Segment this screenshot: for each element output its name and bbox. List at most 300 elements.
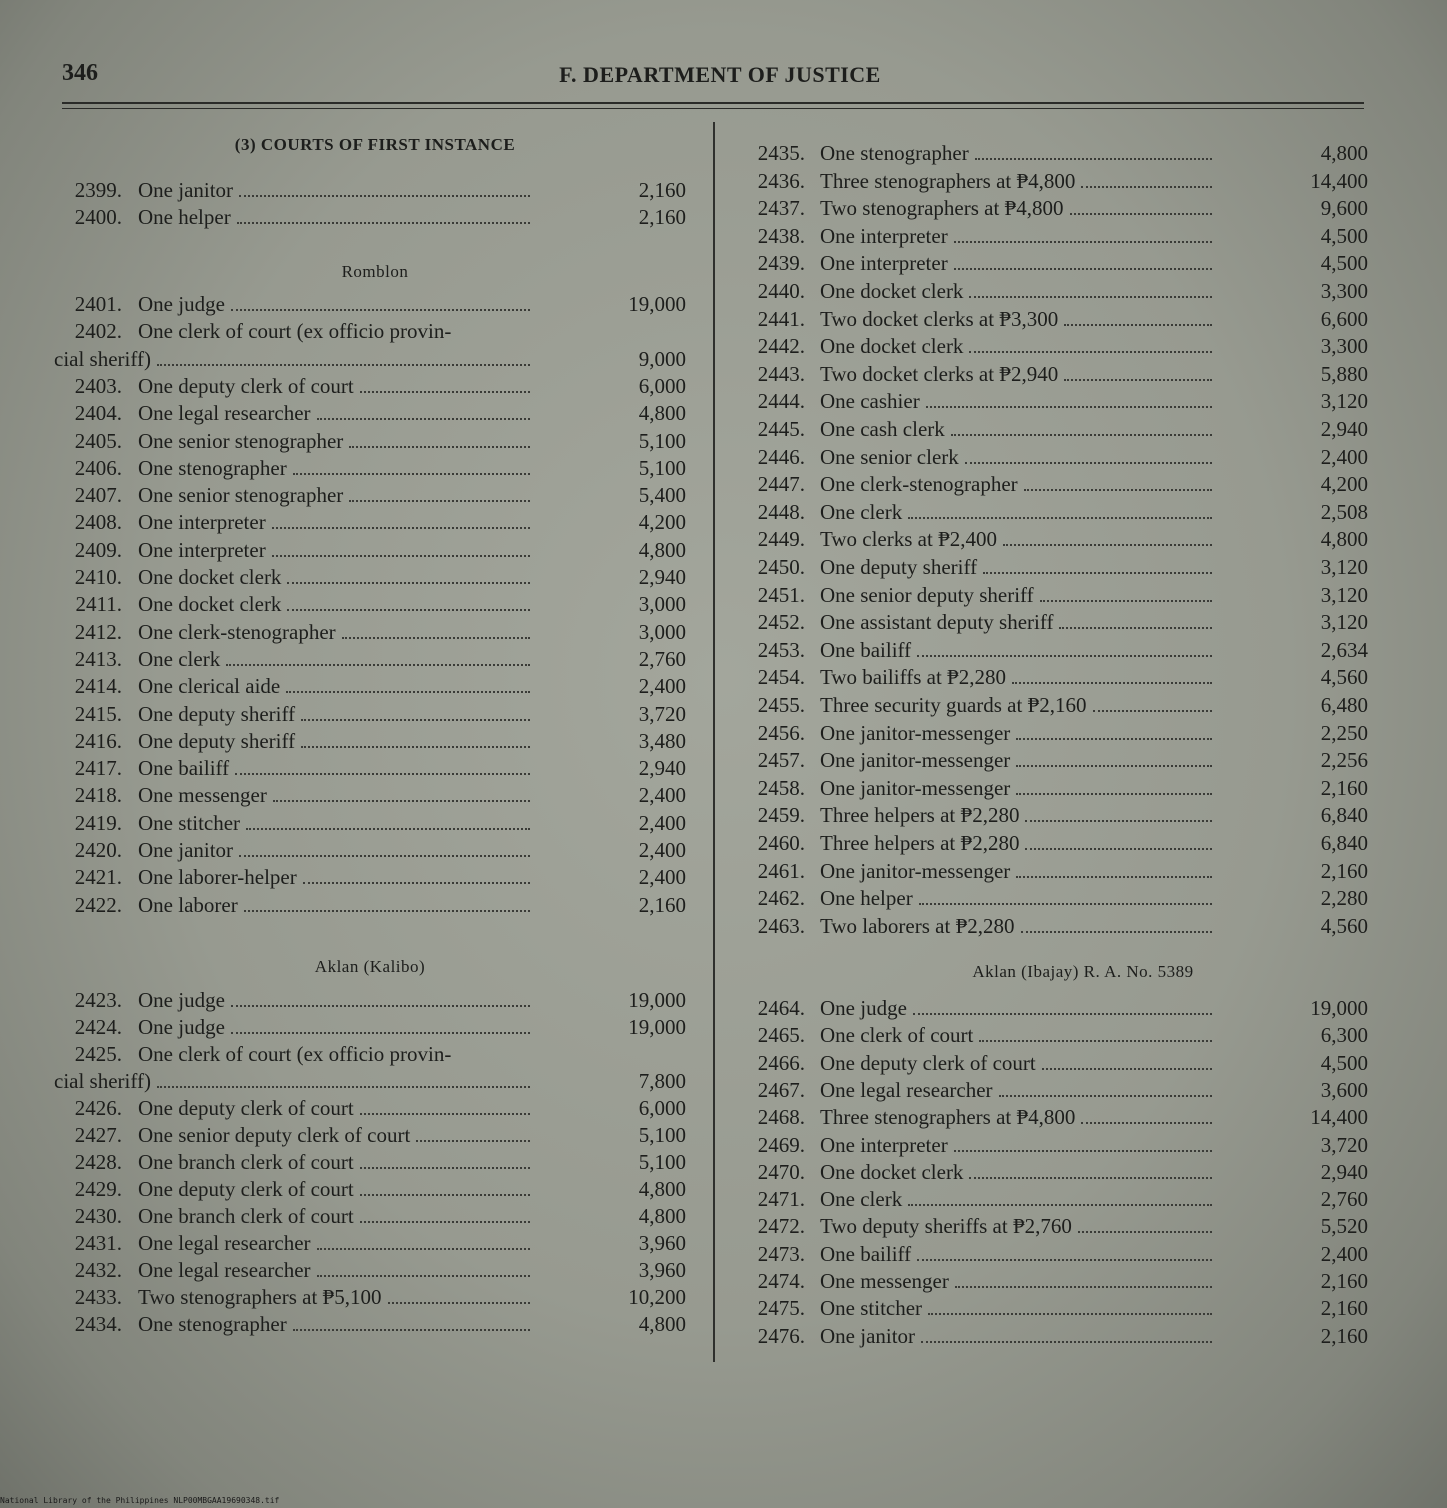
table-row xyxy=(0,646,734,673)
dot-leader xyxy=(1093,710,1212,712)
table-row xyxy=(0,1203,734,1230)
table-row xyxy=(0,591,734,618)
item-description xyxy=(820,637,1212,664)
item-description xyxy=(820,140,1212,167)
item-description-text: One interpreter xyxy=(820,223,948,248)
item-description-text: One stenographer xyxy=(138,455,287,480)
item-amount: 4,800 xyxy=(1320,141,1368,165)
item-number: 2462. xyxy=(757,886,805,911)
item-number: 2430. xyxy=(74,1204,122,1228)
item-number: 2469. xyxy=(757,1132,805,1157)
item-amount: 5,400 xyxy=(638,483,686,508)
item-description-text: Two bailiffs at ₱2,280 xyxy=(820,665,1006,690)
item-number: 2437. xyxy=(757,196,805,221)
dot-leader xyxy=(272,527,530,529)
item-description-text: One docket clerk xyxy=(820,334,964,359)
table-row xyxy=(713,471,1447,498)
table-row xyxy=(713,1077,1447,1104)
item-amount: 2,634 xyxy=(1320,637,1368,662)
item-number: 2441. xyxy=(757,306,805,331)
table-row xyxy=(713,664,1447,691)
item-number: 2464. xyxy=(757,996,805,1020)
item-description xyxy=(820,830,1212,857)
item-description-text: One bailiff xyxy=(138,756,230,781)
item-amount: 3,000 xyxy=(638,619,686,644)
dot-leader xyxy=(231,1032,530,1034)
item-number: 2432. xyxy=(74,1258,122,1282)
item-description-text: Two clerks at ₱2,400 xyxy=(820,527,998,552)
item-number: 2455. xyxy=(757,693,805,717)
item-description xyxy=(138,673,530,700)
item-amount: 3,120 xyxy=(1320,389,1368,414)
item-description xyxy=(820,1104,1212,1131)
item-number: 2463. xyxy=(757,913,805,938)
table-row xyxy=(713,1213,1447,1240)
item-amount: 14,400 xyxy=(1310,1105,1368,1130)
header-rule-bottom xyxy=(62,108,1364,109)
table-row xyxy=(0,701,734,728)
item-number: 2447. xyxy=(757,472,805,497)
item-description xyxy=(820,306,1212,333)
dot-leader xyxy=(416,1140,530,1142)
table-row xyxy=(713,1268,1447,1295)
table-row xyxy=(0,204,734,231)
item-number: 2408. xyxy=(74,510,122,535)
item-number: 2456. xyxy=(757,720,805,745)
table-row xyxy=(0,782,734,809)
dot-leader xyxy=(342,637,530,639)
item-description-text: One deputy clerk of court xyxy=(138,1096,354,1120)
table-row xyxy=(0,1149,734,1176)
item-description-text: One judge xyxy=(138,292,225,316)
item-number: 2454. xyxy=(757,665,805,690)
item-description xyxy=(820,499,1212,526)
item-description-text: One docket clerk xyxy=(138,592,282,617)
table-row xyxy=(0,400,734,427)
table-row xyxy=(713,306,1447,333)
dot-leader xyxy=(954,268,1212,270)
item-description xyxy=(138,509,530,536)
table-row xyxy=(713,775,1447,802)
item-description-text: Two docket clerks at ₱2,940 xyxy=(820,361,1059,386)
item-number: 2416. xyxy=(74,728,122,753)
table-row xyxy=(0,755,734,782)
item-description xyxy=(820,223,1212,250)
item-description-text: cial sheriff) xyxy=(54,346,151,371)
item-number: 2460. xyxy=(757,831,805,855)
dot-leader xyxy=(1021,931,1213,933)
item-description xyxy=(820,609,1212,636)
item-number: 2457. xyxy=(757,748,805,773)
item-description-text: One helper xyxy=(820,886,913,911)
table-row xyxy=(0,177,734,204)
item-number: 2422. xyxy=(74,892,122,917)
item-description-text: One interpreter xyxy=(138,510,266,535)
item-description xyxy=(820,554,1212,581)
item-description-text: One docket clerk xyxy=(820,279,964,303)
item-description xyxy=(820,1295,1212,1322)
item-amount: 3,300 xyxy=(1320,334,1368,359)
item-description-text: One branch clerk of court xyxy=(138,1204,354,1228)
dot-leader xyxy=(231,309,530,311)
item-description xyxy=(820,416,1212,443)
item-description-text: One judge xyxy=(820,996,907,1020)
item-amount: 10,200 xyxy=(628,1285,686,1309)
item-description-text: One clerk of court (ex officio provin- xyxy=(138,1042,452,1066)
item-number: 2414. xyxy=(74,674,122,699)
table-row xyxy=(713,913,1447,940)
dot-leader xyxy=(955,1286,1212,1288)
item-description xyxy=(138,591,530,618)
item-number: 2459. xyxy=(757,803,805,828)
item-description xyxy=(138,537,530,564)
item-amount: 2,250 xyxy=(1320,720,1368,745)
item-amount: 6,840 xyxy=(1320,831,1368,855)
item-description xyxy=(820,388,1212,415)
item-description xyxy=(820,720,1212,747)
item-number: 2428. xyxy=(74,1150,122,1174)
item-number: 2452. xyxy=(757,610,805,635)
item-description-text: One interpreter xyxy=(820,251,948,276)
dot-leader xyxy=(1059,627,1212,629)
dot-leader xyxy=(360,1221,530,1223)
table-row xyxy=(713,526,1447,553)
item-description-text: One clerk xyxy=(138,646,221,671)
item-description-text: One senior deputy clerk of court xyxy=(138,1123,411,1147)
dot-leader xyxy=(917,1259,1212,1261)
dot-leader xyxy=(317,418,530,420)
dot-leader xyxy=(1003,544,1212,546)
item-description xyxy=(138,701,530,728)
item-description xyxy=(138,400,530,427)
item-description-text: Three stenographers at ₱4,800 xyxy=(820,1105,1076,1130)
item-description-text: Two laborers at ₱2,280 xyxy=(820,913,1015,938)
item-description-text: One legal researcher xyxy=(138,1258,311,1282)
item-description xyxy=(138,1230,530,1257)
item-amount: 2,280 xyxy=(1320,886,1368,911)
item-number: 2406. xyxy=(74,455,122,480)
item-description-text: Two docket clerks at ₱3,300 xyxy=(820,306,1059,331)
item-number: 2434. xyxy=(74,1312,122,1336)
item-amount: 6,840 xyxy=(1320,803,1368,828)
table-row xyxy=(713,388,1447,415)
item-description xyxy=(138,1041,530,1068)
item-amount: 3,720 xyxy=(1320,1132,1368,1157)
table-row xyxy=(713,1186,1447,1213)
dot-leader xyxy=(301,746,530,748)
dot-leader xyxy=(293,1329,530,1331)
item-number: 2402. xyxy=(74,319,122,344)
item-description xyxy=(138,482,530,509)
item-description-text: One docket clerk xyxy=(138,565,282,589)
table-row xyxy=(713,609,1447,636)
item-description-text: One deputy sheriff xyxy=(138,701,296,726)
item-number: 2424. xyxy=(74,1015,122,1039)
page-title: F. DEPARTMENT OF JUSTICE xyxy=(559,62,881,87)
table-row xyxy=(713,195,1447,222)
item-description xyxy=(138,204,530,231)
dot-leader xyxy=(908,1204,1212,1206)
item-number: 2411. xyxy=(75,592,122,617)
dot-leader xyxy=(1078,1231,1212,1233)
dot-leader xyxy=(965,462,1212,464)
item-amount: 19,000 xyxy=(628,292,686,316)
item-number: 2407. xyxy=(74,483,122,508)
item-description xyxy=(138,1014,530,1041)
item-description xyxy=(820,1050,1212,1077)
item-number: 2417. xyxy=(74,756,122,781)
table-row xyxy=(713,582,1447,609)
table-row xyxy=(0,1230,734,1257)
item-description xyxy=(820,582,1212,609)
dot-leader xyxy=(317,1248,530,1250)
table-row xyxy=(0,455,734,482)
item-description xyxy=(820,1213,1212,1240)
item-amount: 4,560 xyxy=(1320,913,1368,938)
dot-leader xyxy=(979,1040,1212,1042)
item-description xyxy=(138,892,530,919)
table-row xyxy=(0,1095,734,1122)
item-description-text: One stitcher xyxy=(820,1296,923,1321)
item-description xyxy=(820,692,1212,719)
dot-leader xyxy=(1064,324,1212,326)
dot-leader xyxy=(928,1313,1212,1315)
table-row xyxy=(713,692,1447,719)
item-amount: 6,000 xyxy=(638,1096,686,1120)
item-description xyxy=(820,995,1212,1022)
item-number: 2470. xyxy=(757,1159,805,1184)
item-description xyxy=(138,177,530,204)
item-amount: 2,760 xyxy=(638,646,686,671)
item-number: 2438. xyxy=(757,223,805,248)
item-description-text: One janitor-messenger xyxy=(820,720,1011,745)
item-description xyxy=(138,1203,530,1230)
table-row xyxy=(713,1050,1447,1077)
item-description xyxy=(820,802,1212,829)
table-row xyxy=(0,1014,734,1041)
item-amount: 2,400 xyxy=(638,838,686,862)
item-amount: 2,256 xyxy=(1320,748,1368,773)
item-amount: 2,160 xyxy=(1320,1296,1368,1321)
item-description-text: Three security guards at ₱2,160 xyxy=(820,693,1087,717)
item-amount: 9,600 xyxy=(1320,196,1368,221)
item-amount: 6,000 xyxy=(638,373,686,398)
item-amount: 2,160 xyxy=(638,205,686,230)
item-description-text: One janitor-messenger xyxy=(820,775,1011,800)
item-number: 2473. xyxy=(757,1241,805,1266)
dot-leader xyxy=(921,1341,1212,1343)
item-description xyxy=(138,810,530,837)
item-amount: 3,120 xyxy=(1320,610,1368,635)
dot-leader xyxy=(287,582,530,584)
dot-leader xyxy=(239,195,530,197)
item-description-text: One laborer-helper xyxy=(138,865,297,890)
item-description xyxy=(820,333,1212,360)
item-description xyxy=(820,471,1212,498)
item-number: 2426. xyxy=(74,1096,122,1120)
item-description-text: One clerical aide xyxy=(138,674,281,699)
item-number: 2403. xyxy=(74,373,122,398)
item-number: 2431. xyxy=(74,1231,122,1255)
item-number: 2475. xyxy=(757,1296,805,1321)
item-number: 2399. xyxy=(74,178,122,202)
dot-leader xyxy=(349,446,530,448)
item-amount: 2,160 xyxy=(1320,858,1368,883)
table-row xyxy=(713,1241,1447,1268)
item-number: 2415. xyxy=(74,701,122,726)
table-row xyxy=(0,673,734,700)
dot-leader xyxy=(1016,793,1212,795)
dot-leader xyxy=(1012,682,1212,684)
item-amount: 4,500 xyxy=(1320,223,1368,248)
item-amount: 3,480 xyxy=(638,728,686,753)
item-description-text: One deputy sheriff xyxy=(138,728,296,753)
item-number: 2446. xyxy=(757,444,805,469)
table-row xyxy=(713,278,1447,305)
item-number: 2427. xyxy=(74,1123,122,1147)
item-description-text: Three helpers at ₱2,280 xyxy=(820,803,1020,828)
table-row xyxy=(0,428,734,455)
item-description xyxy=(138,987,530,1014)
item-description xyxy=(138,318,530,345)
item-number: 2404. xyxy=(74,401,122,426)
item-description xyxy=(138,373,530,400)
item-description-text: One helper xyxy=(138,205,231,230)
table-row xyxy=(713,830,1447,857)
item-description xyxy=(820,195,1212,222)
item-description xyxy=(820,885,1212,912)
table-row xyxy=(0,1176,734,1203)
dot-leader xyxy=(239,855,530,857)
dot-leader xyxy=(1025,820,1212,822)
item-description-text: One clerk of court xyxy=(820,1023,974,1048)
table-row xyxy=(713,1159,1447,1186)
item-amount: 4,800 xyxy=(638,1177,686,1201)
table-row xyxy=(713,1295,1447,1322)
item-number: 2451. xyxy=(757,582,805,607)
item-description-text: One deputy sheriff xyxy=(820,555,978,579)
item-number: 2436. xyxy=(757,168,805,193)
item-amount: 2,400 xyxy=(638,783,686,808)
item-number: 2433. xyxy=(74,1285,122,1309)
item-description-text: Three stenographers at ₱4,800 xyxy=(820,168,1076,193)
table-row xyxy=(713,747,1447,774)
dot-leader xyxy=(999,1095,1212,1097)
item-number: 2468. xyxy=(757,1105,805,1130)
table-row xyxy=(0,1311,734,1338)
item-description-text: Two stenographers at ₱5,100 xyxy=(138,1285,382,1309)
dot-leader xyxy=(388,1302,531,1304)
item-description-text: One senior stenographer xyxy=(138,428,344,453)
item-description-text: One senior stenographer xyxy=(138,483,344,508)
item-amount: 2,940 xyxy=(638,565,686,589)
table-row xyxy=(0,1041,734,1068)
table-row xyxy=(713,168,1447,195)
item-number: 2445. xyxy=(757,417,805,441)
dot-leader xyxy=(157,1086,530,1088)
table-row xyxy=(0,537,734,564)
dot-leader xyxy=(244,910,530,912)
item-amount: 3,120 xyxy=(1320,582,1368,607)
dot-leader xyxy=(1040,600,1212,602)
item-amount: 3,600 xyxy=(1320,1077,1368,1102)
dot-leader xyxy=(1024,489,1212,491)
dot-leader xyxy=(969,296,1212,298)
table-row xyxy=(713,1323,1447,1350)
dot-leader xyxy=(360,1167,530,1169)
dot-leader xyxy=(1081,186,1212,188)
table-row xyxy=(0,892,734,919)
item-description-text: One stenographer xyxy=(138,1312,287,1336)
dot-leader xyxy=(273,800,530,802)
item-number: 2405. xyxy=(74,428,122,453)
item-amount: 19,000 xyxy=(628,1015,686,1039)
item-amount: 2,940 xyxy=(638,756,686,781)
item-amount: 3,000 xyxy=(638,592,686,617)
item-description-text: One janitor xyxy=(820,1323,916,1348)
table-row xyxy=(0,837,734,864)
item-number: 2418. xyxy=(74,783,122,808)
group-heading-aklan-kalibo: Aklan (Kalibo) xyxy=(314,957,426,976)
item-description-text: One messenger xyxy=(820,1269,949,1293)
table-row xyxy=(713,333,1447,360)
item-description-text: One clerk xyxy=(820,1187,903,1212)
item-amount: 4,800 xyxy=(638,1204,686,1228)
table-row xyxy=(713,1104,1447,1131)
item-amount: 2,760 xyxy=(1320,1187,1368,1212)
group-heading-romblon: Romblon xyxy=(341,262,409,281)
table-row xyxy=(713,223,1447,250)
dot-leader xyxy=(951,434,1212,436)
item-description xyxy=(138,837,530,864)
dot-leader xyxy=(1016,765,1212,767)
item-number: 2412. xyxy=(74,619,122,644)
item-number: 2442. xyxy=(757,334,805,359)
item-amount: 6,480 xyxy=(1320,693,1368,717)
item-description-text: Two deputy sheriffs at ₱2,760 xyxy=(820,1214,1072,1239)
item-description xyxy=(820,361,1212,388)
item-number: 2425. xyxy=(74,1042,122,1066)
item-amount: 4,800 xyxy=(638,401,686,426)
item-description xyxy=(820,1268,1212,1295)
item-amount: 4,500 xyxy=(1320,251,1368,276)
item-amount: 3,300 xyxy=(1320,279,1368,303)
item-amount: 2,400 xyxy=(1320,444,1368,469)
item-description-text: One judge xyxy=(138,988,225,1012)
dot-leader xyxy=(360,1113,530,1115)
item-description-text: One janitor xyxy=(138,178,234,202)
item-description-text: One assistant deputy sheriff xyxy=(820,610,1054,635)
table-row xyxy=(0,318,734,345)
item-description-text: One clerk-stenographer xyxy=(138,619,336,644)
dot-leader xyxy=(969,351,1212,353)
item-description xyxy=(138,728,530,755)
table-row xyxy=(713,444,1447,471)
item-amount: 2,160 xyxy=(1320,1323,1368,1348)
dot-leader xyxy=(349,500,530,502)
item-description xyxy=(820,1022,1212,1049)
item-description-text: One janitor-messenger xyxy=(820,858,1011,883)
item-number: 2449. xyxy=(757,527,805,552)
dot-leader xyxy=(983,572,1212,574)
group-heading-aklan-ibajay: Aklan (Ibajay) R. A. No. 5389 xyxy=(972,962,1194,981)
table-row xyxy=(713,1132,1447,1159)
item-description xyxy=(820,664,1212,691)
item-amount: 3,120 xyxy=(1320,555,1368,579)
item-amount: 4,500 xyxy=(1320,1050,1368,1075)
item-number: 2410. xyxy=(74,565,122,589)
item-number: 2443. xyxy=(757,361,805,386)
